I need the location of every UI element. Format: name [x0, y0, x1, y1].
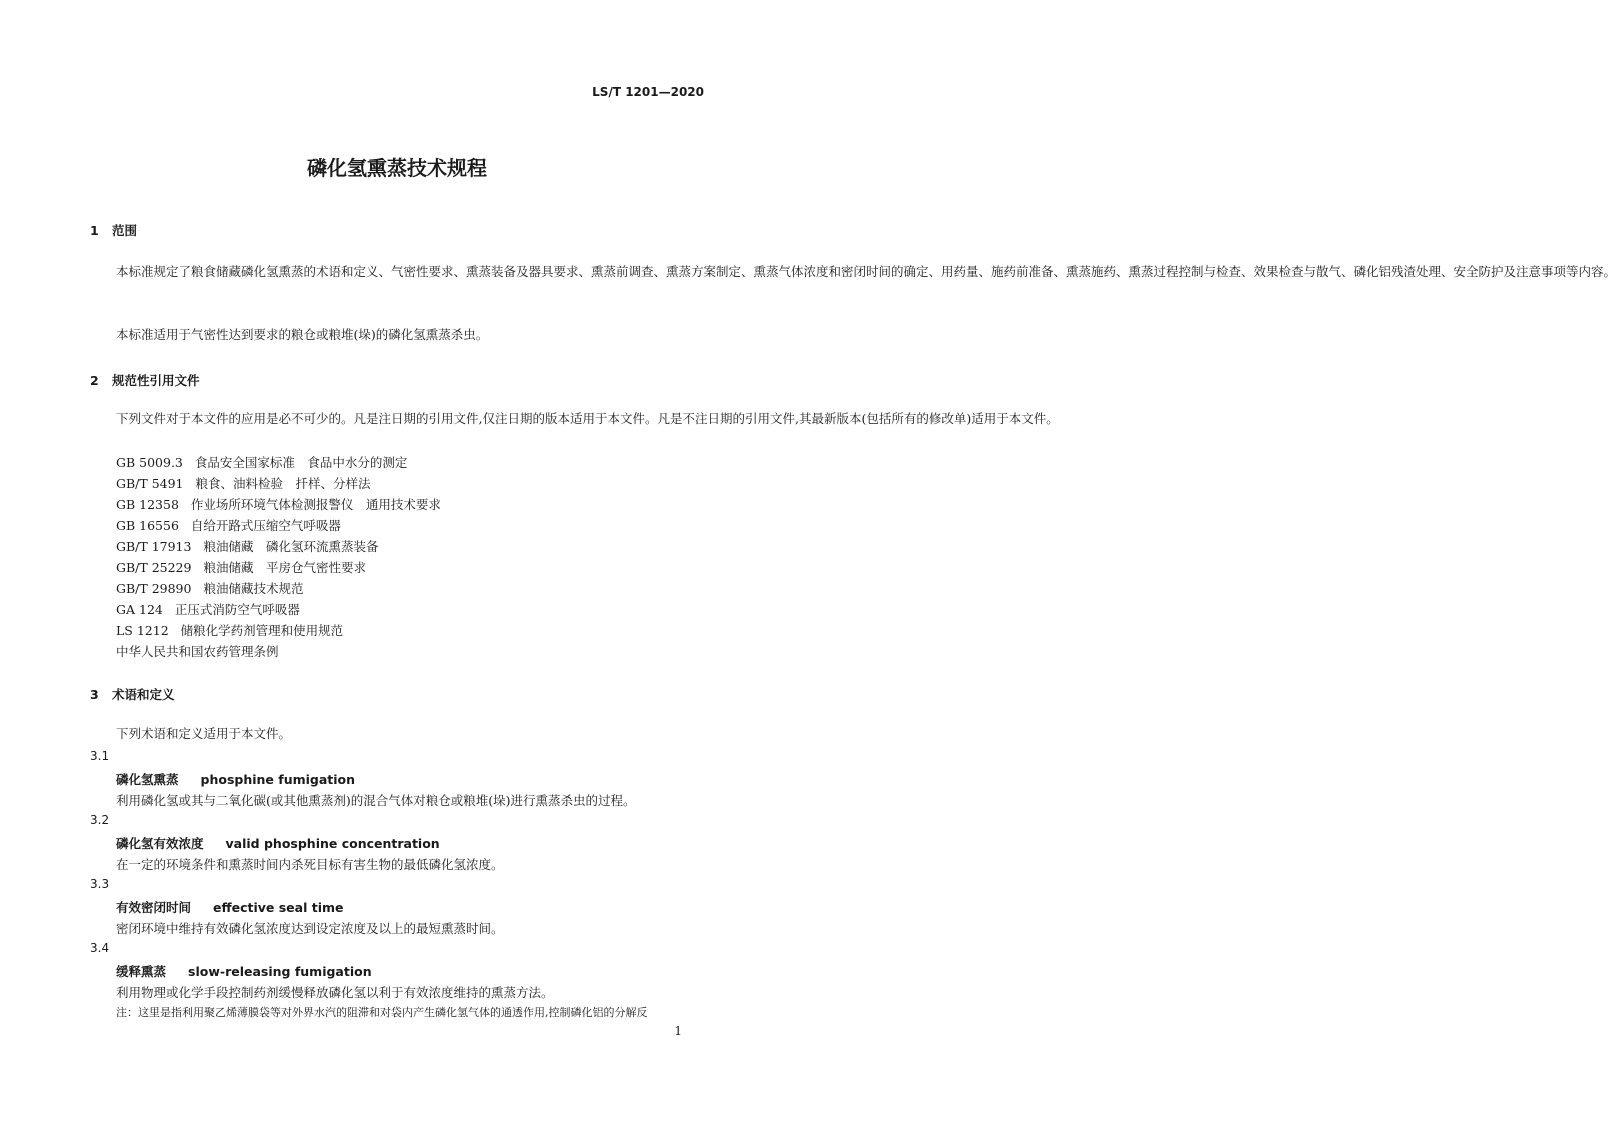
reference-code: LS 1212 — [116, 623, 169, 638]
term-en: phosphine fumigation — [200, 772, 356, 787]
term-definition: 利用磷化氢或其与二氧化碳(或其他熏蒸剂)的混合气体对粮仓或粮堆(垛)进行熏蒸杀虫的过程。 — [116, 793, 636, 808]
term-definition: 密闭环境中维持有效磷化氢浓度达到设定浓度及以上的最短熏蒸时间。 — [116, 921, 504, 936]
reference-code: GB 12358 — [116, 497, 179, 512]
term-cn: 磷化氢有效浓度 — [116, 836, 204, 851]
section-title: 规范性引用文件 — [112, 373, 200, 388]
scope-paragraph-2: 本标准适用于气密性达到要求的粮仓或粮堆(垛)的磷化氢熏蒸杀虫。 — [116, 327, 489, 342]
reference-code: GB 16556 — [116, 518, 179, 533]
page-number: 1 — [674, 1024, 682, 1038]
term-en: slow-releasing fumigation — [188, 964, 372, 979]
reference-name: 储粮化学药剂管理和使用规范 — [180, 623, 344, 638]
section-number: 2 — [90, 373, 99, 388]
reference-name: 正压式消防空气呼吸器 — [174, 602, 300, 617]
reference-name: 中华人民共和国农药管理条例 — [116, 644, 279, 659]
section-2-heading — [90, 371, 200, 389]
term-entry — [116, 962, 372, 980]
clause-number: 3.4 — [90, 941, 110, 955]
section-3-heading — [90, 685, 175, 703]
reference-item — [116, 558, 366, 576]
reference-code: GA 124 — [116, 602, 163, 617]
scope-paragraph-1: 本标准规定了粮食储藏磷化氢熏蒸的术语和定义、气密性要求、熏蒸装备及器具要求、熏蒸前调查、熏蒸方案制定、熏蒸气体浓度和密闭时间的确定、用药量、施药前准备、熏蒸施药、熏蒸过程控制与检查、效果检查与散气、磷化铝残渣处理、安全防护及注意事项等内容。 — [116, 264, 1616, 279]
reference-name: 作业场所环境气体检测报警仪 通用技术要求 — [190, 497, 441, 512]
reference-item — [116, 453, 407, 471]
term-entry — [116, 834, 440, 852]
clause-number: 3.1 — [90, 749, 110, 763]
term-cn: 有效密闭时间 — [116, 900, 192, 915]
reference-code: GB/T 29890 — [116, 581, 192, 596]
reference-item — [116, 600, 300, 618]
terms-intro: 下列术语和定义适用于本文件。 — [116, 726, 292, 741]
section-title: 范围 — [112, 223, 138, 238]
reference-name: 自给开路式压缩空气呼吸器 — [190, 518, 341, 533]
reference-item — [116, 537, 378, 555]
term-definition: 在一定的环境条件和熏蒸时间内杀死目标有害生物的最低磷化氢浓度。 — [116, 857, 504, 872]
reference-item — [116, 474, 371, 492]
reference-code: GB/T 25229 — [116, 560, 192, 575]
standard-code: LS/T 1201—2020 — [592, 85, 704, 99]
reference-code: GB/T 17913 — [116, 539, 192, 554]
term-cn: 磷化氢熏蒸 — [116, 772, 179, 787]
term-cn: 缓释熏蒸 — [116, 964, 167, 979]
reference-code: GB 5009.3 — [116, 455, 183, 470]
term-en: effective seal time — [213, 900, 344, 915]
term-entry — [116, 898, 344, 916]
reference-name: 粮油储藏技术规范 — [203, 581, 304, 596]
reference-name: 食品安全国家标准 食品中水分的测定 — [194, 455, 408, 470]
section-1-heading — [90, 221, 137, 239]
section-title: 术语和定义 — [112, 687, 175, 702]
reference-code: GB/T 5491 — [116, 476, 184, 491]
term-en: valid phosphine concentration — [225, 836, 440, 851]
reference-item — [116, 642, 279, 660]
reference-item — [116, 516, 341, 534]
reference-name: 粮油储藏 磷化氢环流熏蒸装备 — [203, 539, 379, 554]
reference-item — [116, 621, 343, 639]
term-definition: 利用物理或化学手段控制药剂缓慢释放磷化氢以利于有效浓度维持的熏蒸方法。 — [116, 985, 554, 1000]
clause-number: 3.2 — [90, 813, 110, 827]
document-title: 磷化氢熏蒸技术规程 — [307, 156, 487, 180]
reference-name: 粮油储藏 平房仓气密性要求 — [203, 560, 366, 575]
reference-item — [116, 579, 303, 597]
references-intro: 下列文件对于本文件的应用是必不可少的。凡是注日期的引用文件,仅注日期的版本适用于本文件。凡是不注日期的引用文件,其最新版本(包括所有的修改单)适用于本文件。 — [116, 411, 1059, 426]
reference-name: 粮食、油料检验 扦样、分样法 — [195, 476, 371, 491]
term-entry — [116, 770, 355, 788]
clause-number: 3.3 — [90, 877, 110, 891]
section-number: 1 — [90, 223, 99, 238]
reference-item — [116, 495, 441, 513]
term-note: 注：这里是指利用聚乙烯薄膜袋等对外界水汽的阻滞和对袋内产生磷化氢气体的通透作用,控制磷化铝的分解反 — [116, 1006, 648, 1019]
section-number: 3 — [90, 687, 99, 702]
